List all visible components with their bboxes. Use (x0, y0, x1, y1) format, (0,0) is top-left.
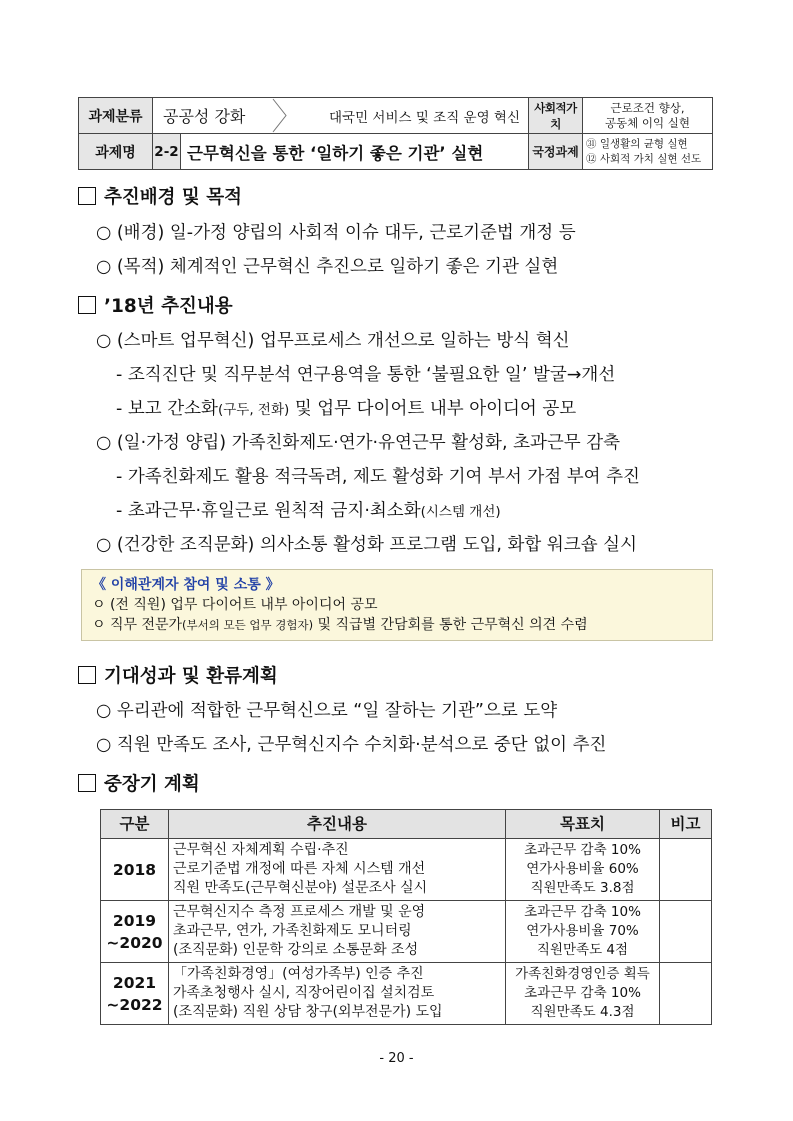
content-line: 「가족친화경영」(여성가족부) 인증 추진 (173, 966, 424, 982)
national-task-line-1: ㉛ 일생활의 균형 실현 (586, 137, 688, 150)
target-line: 직원만족도 4.3점 (530, 1004, 635, 1020)
long-term-plan-table (100, 809, 712, 1025)
table-row (101, 963, 712, 1025)
task-title: 근무혁신을 통한 ‘일하기 좋은 기관’ 실현 (181, 134, 529, 170)
content-line: 근무혁신지수 측정 프로세스 개발 및 운영 (173, 904, 426, 920)
bullet-purpose: ○ (목적) 체계적인 근무혁신 추진으로 일하기 좋은 기관 실현 (96, 257, 559, 277)
section-outcome-heading (78, 662, 278, 688)
target-cell (506, 963, 660, 1025)
text-part: - 보고 간소화 (116, 399, 218, 419)
sub-category: 대국민 서비스 및 조직 운영 혁신 (329, 109, 520, 126)
table-row (101, 901, 712, 963)
content-line: (조직문화) 인문학 강의로 소통문화 조성 (173, 942, 419, 958)
section-title: 기대성과 및 환류계획 (104, 666, 278, 687)
section-title: 추진배경 및 목적 (104, 187, 242, 208)
bullet-smart-innovation: ○ (스마트 업무혁신) 업무프로세스 개선으로 일하는 방식 혁신 (96, 331, 570, 351)
section-title: ’18년 추진내용 (104, 296, 233, 317)
social-value-line-2: 공동체 이익 실현 (604, 115, 691, 130)
task-header-table (78, 97, 713, 170)
content-line: 근로기준법 개정에 따른 자체 시스템 개선 (173, 861, 426, 877)
sub-bullet-overtime (116, 497, 501, 522)
column-header: 비고 (660, 810, 712, 839)
target-line: 직원만족도 4점 (536, 942, 629, 958)
chevron-right-icon (271, 98, 289, 133)
target-line: 직원만족도 3.8점 (530, 880, 635, 896)
section-plan-heading (78, 770, 200, 796)
category-label: 과제분류 (79, 98, 153, 134)
sub-bullet-diagnosis: - 조직진단 및 직무분석 연구용역을 통한 ‘불필요한 일’ 발굴→개선 (116, 365, 616, 385)
target-line: 연가사용비율 60% (526, 861, 639, 877)
sub-bullet-report-simplify (116, 395, 576, 420)
category-value: 공공성 강화 (153, 98, 273, 134)
year-line: 2021 (112, 973, 157, 992)
table-header-row (101, 810, 712, 839)
content-line: 근무혁신 자체계획 수립·추진 (173, 842, 349, 858)
target-cell (506, 839, 660, 901)
year-cell (101, 839, 169, 901)
text-part-small: (시스템 개선) (420, 504, 501, 520)
social-value-line-1: 근로조건 향상, (610, 100, 685, 115)
bullet-background: ○ (배경) 일-가정 양립의 사회적 이슈 대두, 근로기준법 개정 등 (96, 223, 576, 243)
header-row-category (79, 98, 713, 134)
column-header: 구분 (101, 810, 169, 839)
header-row-task (79, 134, 713, 170)
checkbox-square-icon (78, 666, 96, 684)
column-header: 추진내용 (169, 810, 506, 839)
section-title: 중장기 계획 (104, 774, 200, 795)
bullet-feedback: ○ 직원 만족도 조사, 근무혁신지수 수치화·분석으로 중단 없이 추진 (96, 735, 607, 755)
stakeholder-title: 《 이해관계자 참여 및 소통 》 (92, 577, 280, 593)
text-part: 및 업무 다이어트 내부 아이디어 공모 (289, 399, 577, 419)
section-content-heading (78, 292, 233, 318)
text-part: - 초과근무·휴일근로 원칙적 금지·최소화 (116, 501, 421, 521)
checkbox-square-icon (78, 187, 96, 205)
year-cell (101, 963, 169, 1025)
checkbox-square-icon (78, 296, 96, 314)
stakeholder-row-2 (92, 615, 702, 635)
target-line: 초과근무 감축 10% (524, 842, 641, 858)
sub-bullet-family-friendly: - 가족친화제도 활용 적극독려, 제도 활성화 기여 부서 가점 부여 추진 (116, 467, 640, 487)
task-label: 과제명 (79, 134, 153, 170)
bullet-work-life: ○ (일·가정 양립) 가족친화제도·연가·유연근무 활성화, 초과근무 감축 (96, 433, 621, 453)
text-part: 및 직급별 간담회를 통한 근무혁신 의견 수렴 (313, 617, 588, 633)
task-number: 2-2 (153, 134, 181, 170)
text-part-small: (구두, 전화) (217, 402, 290, 418)
bullet-expected-outcome: ○ 우리관에 적합한 근무혁신으로 “일 잘하는 기관”으로 도약 (96, 701, 558, 721)
target-line: 초과근무 감축 10% (524, 985, 641, 1001)
content-cell (169, 839, 506, 901)
year-line: ~2020 (106, 933, 163, 952)
bullet-org-culture: ○ (건강한 조직문화) 의사소통 활성화 프로그램 도입, 화합 워크숍 실시 (96, 535, 637, 555)
target-line: 가족친화경영인증 획득 (515, 966, 650, 982)
stakeholder-row-1: ㅇ (전 직원) 업무 다이어트 내부 아이디어 공모 (92, 597, 378, 613)
year-line: ~2022 (106, 995, 163, 1014)
note-cell (660, 963, 712, 1025)
stakeholder-box (81, 569, 713, 641)
content-line: (조직문화) 직원 상담 창구(외부전문가) 도입 (173, 1004, 443, 1020)
column-header: 목표치 (506, 810, 660, 839)
note-cell (660, 901, 712, 963)
content-line: 직원 만족도(근무혁신분야) 설문조사 실시 (173, 880, 428, 896)
content-line: 초과근무, 연가, 가족친화제도 모니터링 (173, 923, 412, 939)
social-value-cell (583, 98, 713, 134)
page-number: - 20 - (379, 1051, 414, 1066)
national-task-cell (583, 134, 713, 170)
year-line: 2018 (112, 860, 157, 879)
content-line: 가족초청행사 실시, 직장어린이집 설치검토 (173, 985, 435, 1001)
table-row (101, 839, 712, 901)
text-part: ㅇ 직무 전문가 (92, 617, 183, 633)
target-line: 초과근무 감축 10% (524, 904, 641, 920)
sub-category-cell (273, 98, 529, 134)
year-line: 2019 (112, 911, 157, 930)
checkbox-square-icon (78, 774, 96, 792)
target-cell (506, 901, 660, 963)
content-cell (169, 963, 506, 1025)
target-line: 연가사용비율 70% (526, 923, 639, 939)
note-cell (660, 839, 712, 901)
national-task-line-2: ⑫ 사회적 가치 실현 선도 (586, 152, 702, 165)
content-cell (169, 901, 506, 963)
year-cell (101, 901, 169, 963)
national-task-label: 국정과제 (529, 134, 583, 170)
text-part-small: (부서의 모든 업무 경험자) (182, 618, 314, 632)
social-value-label: 사회적가치 (529, 98, 583, 134)
section-background-heading (78, 183, 242, 209)
